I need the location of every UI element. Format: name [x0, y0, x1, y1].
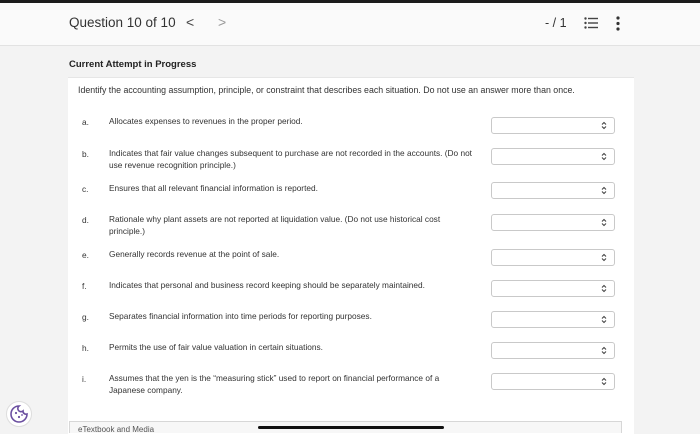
answer-dropdown-g[interactable]: [491, 311, 615, 328]
item-text: Permits the use of fair value valuation in certain situations.: [109, 342, 323, 352]
cookie-icon: [9, 404, 29, 424]
item-letter: d.: [82, 215, 89, 225]
item-text: Allocates expenses to revenues in the proper period.: [109, 116, 303, 126]
chevron-updown-icon: [601, 346, 607, 355]
question-number: Question 10 of 10: [69, 15, 176, 30]
chevron-updown-icon: [601, 121, 607, 130]
cookie-settings-button[interactable]: [6, 401, 32, 427]
more-vertical-icon[interactable]: [613, 16, 623, 31]
item-letter: f.: [82, 281, 87, 291]
chevron-updown-icon: [601, 253, 607, 262]
previous-question-button[interactable]: <: [186, 14, 195, 30]
item-text: Ensures that all relevant financial information is reported.: [109, 183, 318, 193]
chevron-updown-icon: [601, 152, 607, 161]
answer-dropdown-c[interactable]: [491, 182, 615, 199]
chevron-updown-icon: [601, 315, 607, 324]
answer-dropdown-i[interactable]: [491, 373, 615, 390]
item-letter: a.: [82, 117, 89, 127]
next-question-button[interactable]: >: [218, 14, 227, 30]
item-text: Separates financial information into time periods for reporting purposes.: [109, 311, 372, 321]
chevron-updown-icon: [601, 284, 607, 293]
home-indicator: [258, 426, 444, 429]
item-letter: c.: [82, 184, 89, 194]
chevron-updown-icon: [601, 377, 607, 386]
answer-dropdown-b[interactable]: [491, 148, 615, 165]
item-text: Generally records revenue at the point of sale.: [109, 249, 280, 259]
chevron-updown-icon: [601, 218, 607, 227]
item-text: Rationale why plant assets are not reported at liquidation value. (Do not use historical cost principle.): [109, 214, 441, 236]
score-display: - / 1: [545, 16, 567, 30]
item-letter: i.: [82, 374, 87, 384]
item-letter: e.: [82, 250, 89, 260]
attempt-status: Current Attempt in Progress: [69, 59, 197, 70]
item-letter: h.: [82, 343, 89, 353]
etextbook-label: eTextbook and Media: [78, 425, 155, 434]
answer-dropdown-d[interactable]: [491, 214, 615, 231]
chevron-updown-icon: [601, 186, 607, 195]
instruction-text: Identify the accounting assumption, principle, or constraint that describes each situation. Do not use an answer more than once.: [78, 85, 575, 95]
answer-dropdown-e[interactable]: [491, 249, 615, 266]
item-letter: g.: [82, 312, 89, 322]
item-text: Indicates that personal and business record keeping should be separately maintained.: [109, 280, 425, 290]
answer-dropdown-a[interactable]: [491, 117, 615, 134]
list-icon[interactable]: [584, 17, 598, 29]
question-header: [0, 3, 700, 46]
answer-dropdown-f[interactable]: [491, 280, 615, 297]
item-letter: b.: [82, 149, 89, 159]
answer-dropdown-h[interactable]: [491, 342, 615, 359]
item-text: Assumes that the yen is the “measuring stick” used to report on financial performance of a Japanese company.: [109, 373, 440, 395]
item-text: Indicates that fair value changes subsequent to purchase are not recorded in the accounts. (Do not use revenue recognition principle.): [109, 148, 472, 170]
